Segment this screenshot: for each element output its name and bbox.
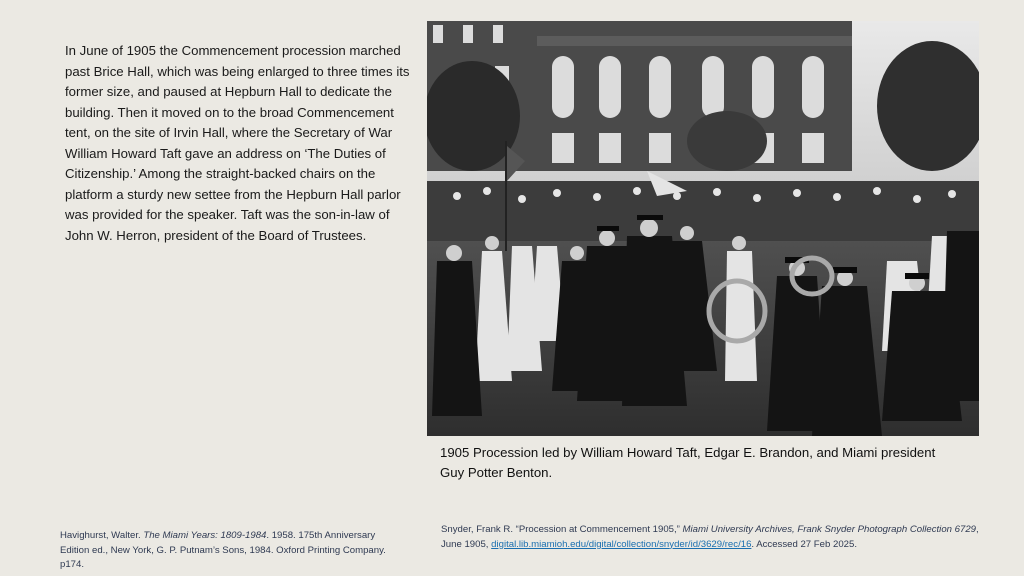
citation-havighurst bbox=[60, 529, 405, 573]
citation-author: Havighurst, Walter. bbox=[60, 530, 144, 541]
procession-photo bbox=[427, 21, 979, 436]
body-paragraph: In June of 1905 the Commencement procession marched past Brice Hall, which was being enlarged to three times its former size, and paused at Hepburn Hall to dedicate the building. Then it moved on to the broad Commencement tent, on the site of Irvin Hall, where the Secretary of War William Howard Taft gave an address on ‘The Duties of Citizenship.’ Among the straight-backed chairs on the platform a sturdy new settee from the Hepburn Hall parlor was provided for the speaker. Taft was the son-in-law of John W. Herron, president of the Board of Trustees. bbox=[65, 43, 410, 243]
citation-book-title: The Miami Years: 1809-1984 bbox=[143, 530, 267, 541]
citation-photo-title: Snyder, Frank R. “Procession at Commencement 1905,” bbox=[441, 524, 683, 535]
archive-link[interactable]: digital.lib.miamioh.edu/digital/collection/snyder/id/3629/rec/16 bbox=[491, 538, 752, 550]
citation-archive-source: Miami University Archives, Frank Snyder Photograph Collection 6729 bbox=[682, 524, 976, 535]
citation-publication-details: . 1958. 175th Anniversary Edition ed., New York, G. P. Putnam’s Sons, 1984. Oxford Printing Company. p174. bbox=[60, 530, 386, 570]
photo-caption: 1905 Procession led by William Howard Taft, Edgar E. Brandon, and Miami president Guy Potter Benton. bbox=[440, 445, 936, 480]
citation-accessed: . Accessed 27 Feb 2025. bbox=[751, 538, 858, 550]
citation-snyder bbox=[441, 523, 981, 552]
citation-date: , June 1905, bbox=[441, 524, 979, 550]
